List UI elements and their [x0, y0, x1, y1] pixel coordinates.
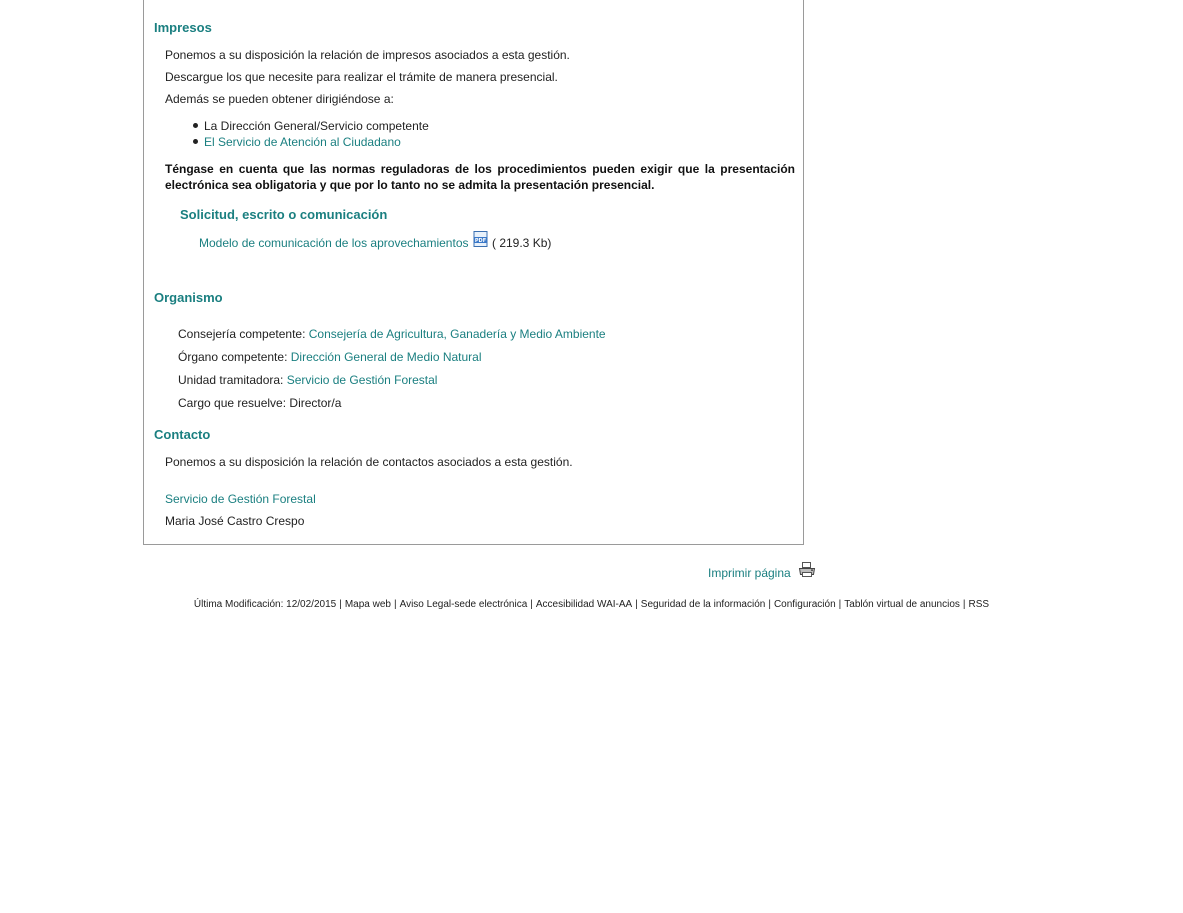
footer-separator: |: [838, 599, 842, 610]
contact-service-link[interactable]: Servicio de Gestión Forestal: [165, 492, 316, 506]
footer-link-configuracion[interactable]: Configuración: [773, 599, 836, 610]
contacto-heading: Contacto: [154, 427, 211, 442]
footer-separator: |: [962, 599, 966, 610]
impresos-obtain-line: Además se pueden obtener dirigiéndose a:: [165, 92, 394, 106]
print-page-link[interactable]: Imprimir página: [708, 566, 791, 580]
consejeria-link[interactable]: Consejería de Agricultura, Ganadería y Medio Ambiente: [308, 327, 606, 341]
pdf-icon[interactable]: [473, 231, 489, 247]
organo-link[interactable]: Dirección General de Medio Natural: [290, 350, 482, 364]
presentation-note: Téngase en cuenta que las normas reguladoras de los procedimientos pueden exigir que la presentación electrónica sea obligatoria y que por lo tanto no se admita la presentación presencial.: [165, 162, 795, 192]
consejeria-row: [178, 327, 606, 341]
footer-separator: |: [339, 599, 342, 610]
last-modified: Última Modificación: 12/02/2015: [193, 599, 337, 610]
footer-separator: |: [393, 599, 397, 610]
footer-link-seguridad[interactable]: Seguridad de la información: [640, 599, 766, 610]
footer-link-accesibilidad[interactable]: Accesibilidad WAI-AA: [535, 599, 633, 610]
unidad-link[interactable]: Servicio de Gestión Forestal: [286, 373, 438, 387]
footer-separator: |: [635, 599, 638, 610]
organo-row: [178, 350, 482, 364]
solicitud-subheading: Solicitud, escrito o comunicación: [180, 207, 388, 222]
contacto-intro: Ponemos a su disposición la relación de contactos asociados a esta gestión.: [165, 455, 573, 469]
organo-label: Órgano competente:: [178, 350, 288, 364]
svg-text:PDF: PDF: [474, 238, 487, 244]
impresos-download-line: Descargue los que necesite para realizar el trámite de manera presencial.: [165, 70, 558, 84]
impresos-heading: Impresos: [154, 20, 212, 35]
document-size: ( 219.3 Kb): [492, 236, 552, 250]
footer-link-rss[interactable]: RSS: [968, 599, 990, 610]
unidad-label: Unidad tramitadora:: [178, 373, 284, 387]
organismo-heading: Organismo: [154, 290, 223, 305]
footer: [0, 599, 1183, 610]
footer-link-aviso-legal[interactable]: Aviso Legal-sede electrónica: [399, 599, 528, 610]
list-item-direccion-general: La Dirección General/Servicio competente: [204, 119, 429, 133]
footer-link-mapa-web[interactable]: Mapa web: [344, 599, 391, 610]
footer-separator: |: [530, 599, 533, 610]
document-download-link[interactable]: Modelo de comunicación de los aprovechamientos: [199, 236, 469, 250]
printer-icon[interactable]: [798, 562, 816, 578]
atencion-ciudadano-link[interactable]: El Servicio de Atención al Ciudadano: [204, 135, 401, 149]
unidad-row: [178, 373, 437, 387]
list-bullet: [193, 139, 198, 144]
consejeria-label: Consejería competente:: [178, 327, 306, 341]
cargo-text: Cargo que resuelve: Director/a: [178, 396, 342, 410]
contact-person: Maria José Castro Crespo: [165, 514, 305, 528]
footer-separator: |: [768, 599, 771, 610]
impresos-intro-line: Ponemos a su disposición la relación de impresos asociados a esta gestión.: [165, 48, 570, 62]
list-bullet: [193, 123, 198, 128]
footer-link-tablon[interactable]: Tablón virtual de anuncios: [844, 599, 960, 610]
